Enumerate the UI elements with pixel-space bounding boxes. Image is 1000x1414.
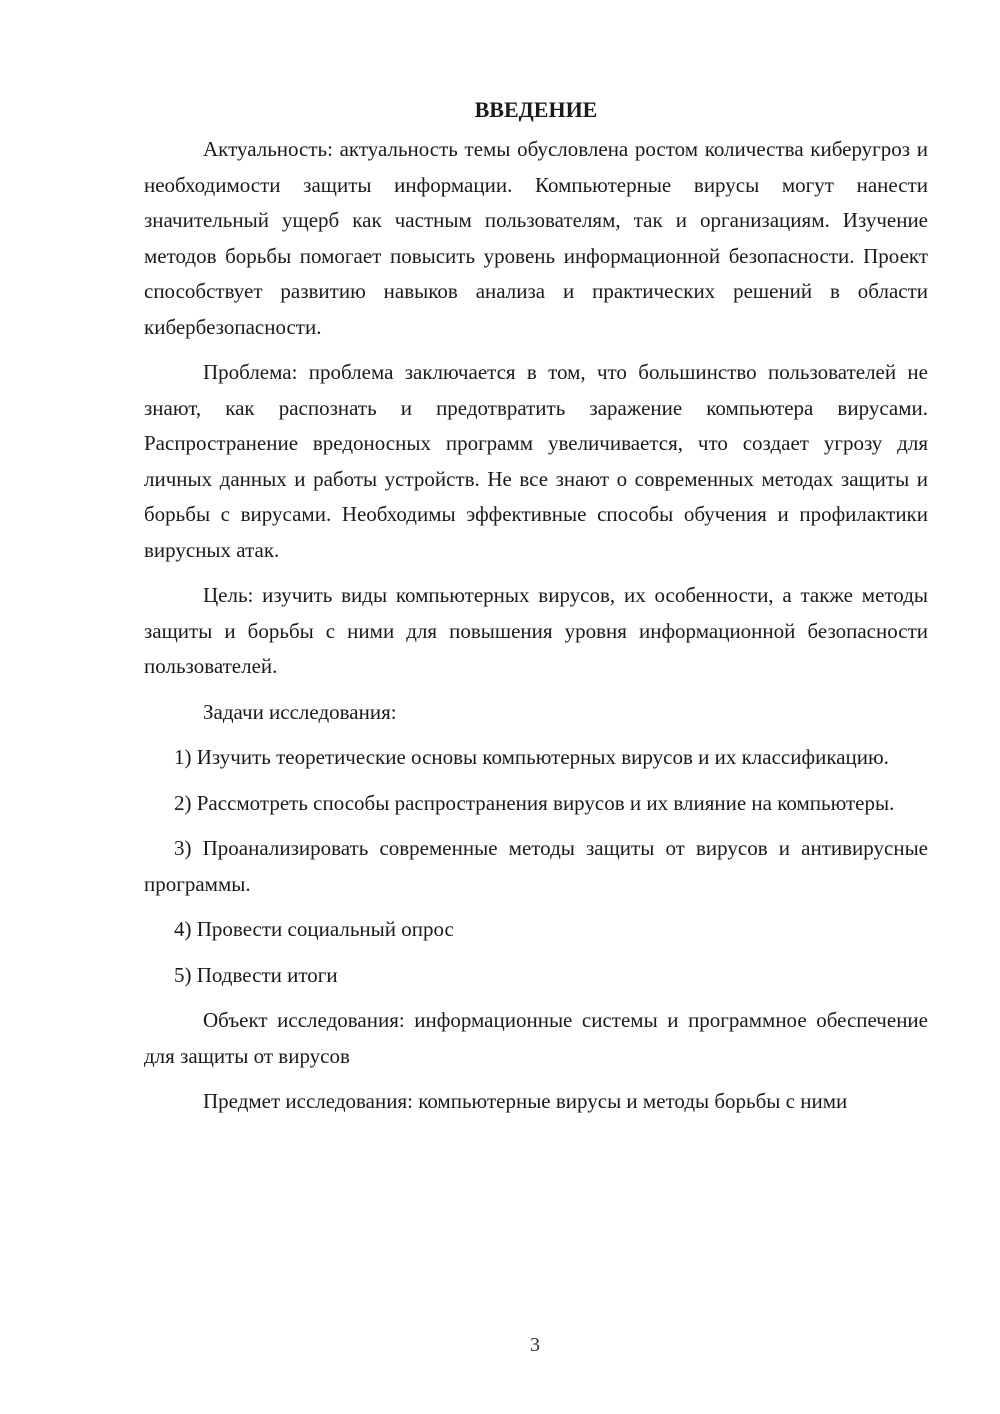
relevance-paragraph: Актуальность: актуальность темы обусловлена ростом количества киберугроз и необходимости защиты информации. Компьютерные вирусы могут нанести значительный ущерб как частным пользователям, так и организациям. Изучение методов борьбы помогает повысить уровень информационной безопасности. Проект способствует развитию навыков анализа и практических решений в области кибербезопасности.	[144, 137, 928, 339]
task-item-4: 4) Провести социальный опрос	[174, 917, 454, 941]
page-title: ВВЕДЕНИЕ	[474, 97, 598, 122]
task-item-3: 3) Проанализировать современные методы защиты от вирусов и антивирусные программы.	[144, 836, 928, 896]
task-item-2: 2) Рассмотреть способы распространения вирусов и их влияние на компьютеры.	[174, 790, 895, 815]
page-content	[144, 92, 928, 1130]
problem-paragraph: Проблема: проблема заключается в том, что большинство пользователей не знают, как распознать и предотвратить заражение компьютера вирусами. Распространение вредоносных программ увеличивается, что создает угрозу для личных данных и работы устройств. Не все знают о современных методах защиты и борьбы с вирусами. Необходимы эффективные способы обучения и профилактики вирусных атак.	[144, 360, 928, 562]
task-item-5: 5) Подвести итоги	[174, 962, 338, 987]
subject-paragraph: Предмет исследования: компьютерные вирусы и методы борьбы с ними	[203, 1089, 848, 1113]
goal-paragraph: Цель: изучить виды компьютерных вирусов, их особенности, а также методы защиты и борьбы с ними для повышения уровня информационной безопасности пользователей.	[144, 583, 928, 678]
tasks-heading: Задачи исследования:	[203, 699, 397, 724]
object-paragraph: Объект исследования: информационные системы и программное обеспечение для защиты от вирусов	[144, 1008, 928, 1068]
page-number: 3	[530, 1334, 540, 1356]
task-item-1: 1) Изучить теоретические основы компьютерных вирусов и их классификацию.	[174, 745, 889, 769]
